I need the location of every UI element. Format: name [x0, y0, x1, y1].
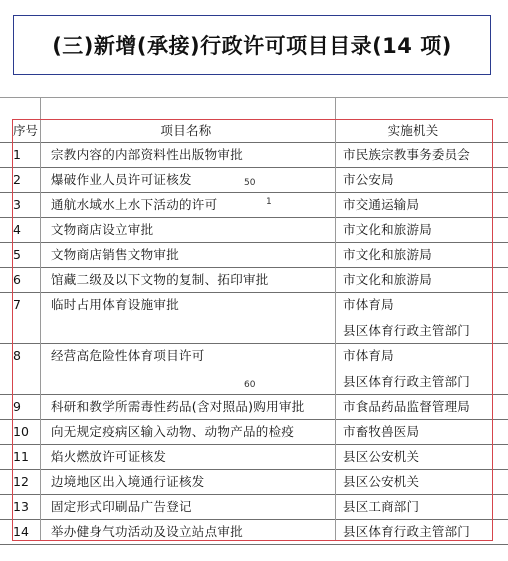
agency-cell — [343, 495, 493, 519]
row-number: 14 — [13, 524, 29, 539]
row-number: 7 — [13, 297, 21, 312]
margin-number: 50 — [244, 178, 256, 188]
agency-cell — [343, 445, 493, 469]
agency-name: 市食品药品监督管理局 — [343, 399, 471, 414]
agency-cell — [343, 420, 493, 444]
table-row — [0, 268, 508, 293]
agency-cell — [343, 193, 493, 217]
row-number: 12 — [13, 474, 29, 489]
item-name: 文物商店销售文物审批 — [51, 247, 180, 262]
document-title: (三)新增(承接)行政许可项目目录(14 项) — [52, 34, 452, 58]
item-name: 临时占用体育设施审批 — [51, 297, 180, 312]
table-row — [0, 520, 508, 545]
table-row — [0, 395, 508, 420]
agency-cell — [343, 520, 493, 544]
item-name: 焰火燃放许可证核发 — [51, 449, 167, 464]
agency-name: 县区公安机关 — [343, 449, 420, 464]
table-row — [0, 495, 508, 520]
table-header-row — [0, 119, 508, 143]
agency-name: 市公安局 — [343, 172, 394, 187]
item-name: 宗教内容的内部资料性出版物审批 — [51, 147, 244, 162]
agency-name: 市畜牧兽医局 — [343, 424, 420, 439]
agency-cell — [343, 344, 493, 394]
column-guide — [335, 97, 336, 119]
table-row — [0, 218, 508, 243]
header-name: 项目名称 — [160, 123, 212, 138]
agency-cell — [343, 293, 493, 343]
agency-name: 市文化和旅游局 — [343, 272, 432, 287]
table-row — [0, 243, 508, 268]
row-number: 11 — [13, 449, 29, 464]
agency-name: 县区公安机关 — [343, 474, 420, 489]
item-name: 固定形式印刷品广告登记 — [51, 499, 192, 514]
agency-name: 县区体育行政主管部门 — [343, 524, 471, 539]
row-number: 4 — [13, 222, 21, 237]
agency-cell — [343, 143, 493, 167]
agency-cell — [343, 218, 493, 242]
row-number: 1 — [13, 147, 21, 162]
agency-name: 市体育局 — [343, 348, 394, 363]
row-number: 9 — [13, 399, 21, 414]
header-agency: 实施机关 — [387, 123, 439, 138]
table-row — [0, 420, 508, 445]
agency-name: 市文化和旅游局 — [343, 222, 432, 237]
agency-cell — [343, 268, 493, 292]
agency-name: 县区体育行政主管部门 — [343, 374, 471, 389]
item-name: 馆藏二级及以下文物的复制、拓印审批 — [51, 272, 269, 287]
agency-name: 市体育局 — [343, 297, 394, 312]
column-divider — [335, 119, 336, 541]
item-name: 向无规定疫病区输入动物、动物产品的检疫 — [51, 424, 295, 439]
margin-number: 60 — [244, 380, 256, 390]
margin-number: 1 — [266, 197, 272, 207]
row-number: 5 — [13, 247, 21, 262]
row-number: 8 — [13, 348, 21, 363]
agency-cell — [343, 395, 493, 419]
table-row — [0, 293, 508, 344]
table-row — [0, 445, 508, 470]
column-divider — [40, 119, 41, 541]
agency-name: 市民族宗教事务委员会 — [343, 147, 471, 162]
row-number: 10 — [13, 424, 29, 439]
row-number: 2 — [13, 172, 21, 187]
agency-name: 市文化和旅游局 — [343, 247, 432, 262]
item-name: 边境地区出入境通行证核发 — [51, 474, 205, 489]
table-row — [0, 193, 508, 218]
item-name: 科研和教学所需毒性药品(含对照品)购用审批 — [51, 399, 305, 414]
column-guide — [40, 97, 41, 119]
table-row — [0, 470, 508, 495]
item-name: 经营高危险性体育项目许可 — [51, 348, 205, 363]
agency-cell — [343, 168, 493, 192]
item-name: 文物商店设立审批 — [51, 222, 154, 237]
title-box — [13, 15, 491, 75]
section-divider — [0, 97, 508, 98]
table-row — [0, 143, 508, 168]
agency-cell — [343, 470, 493, 494]
agency-cell — [343, 243, 493, 267]
agency-name: 市交通运输局 — [343, 197, 420, 212]
header-no: 序号 — [13, 123, 39, 138]
row-number: 6 — [13, 272, 21, 287]
item-name: 举办健身气功活动及设立站点审批 — [51, 524, 244, 539]
row-number: 13 — [13, 499, 29, 514]
item-name: 通航水域水上水下活动的许可 — [51, 197, 218, 212]
agency-name: 县区体育行政主管部门 — [343, 323, 471, 338]
agency-name: 县区工商部门 — [343, 499, 420, 514]
row-number: 3 — [13, 197, 21, 212]
item-name: 爆破作业人员许可证核发 — [51, 172, 192, 187]
